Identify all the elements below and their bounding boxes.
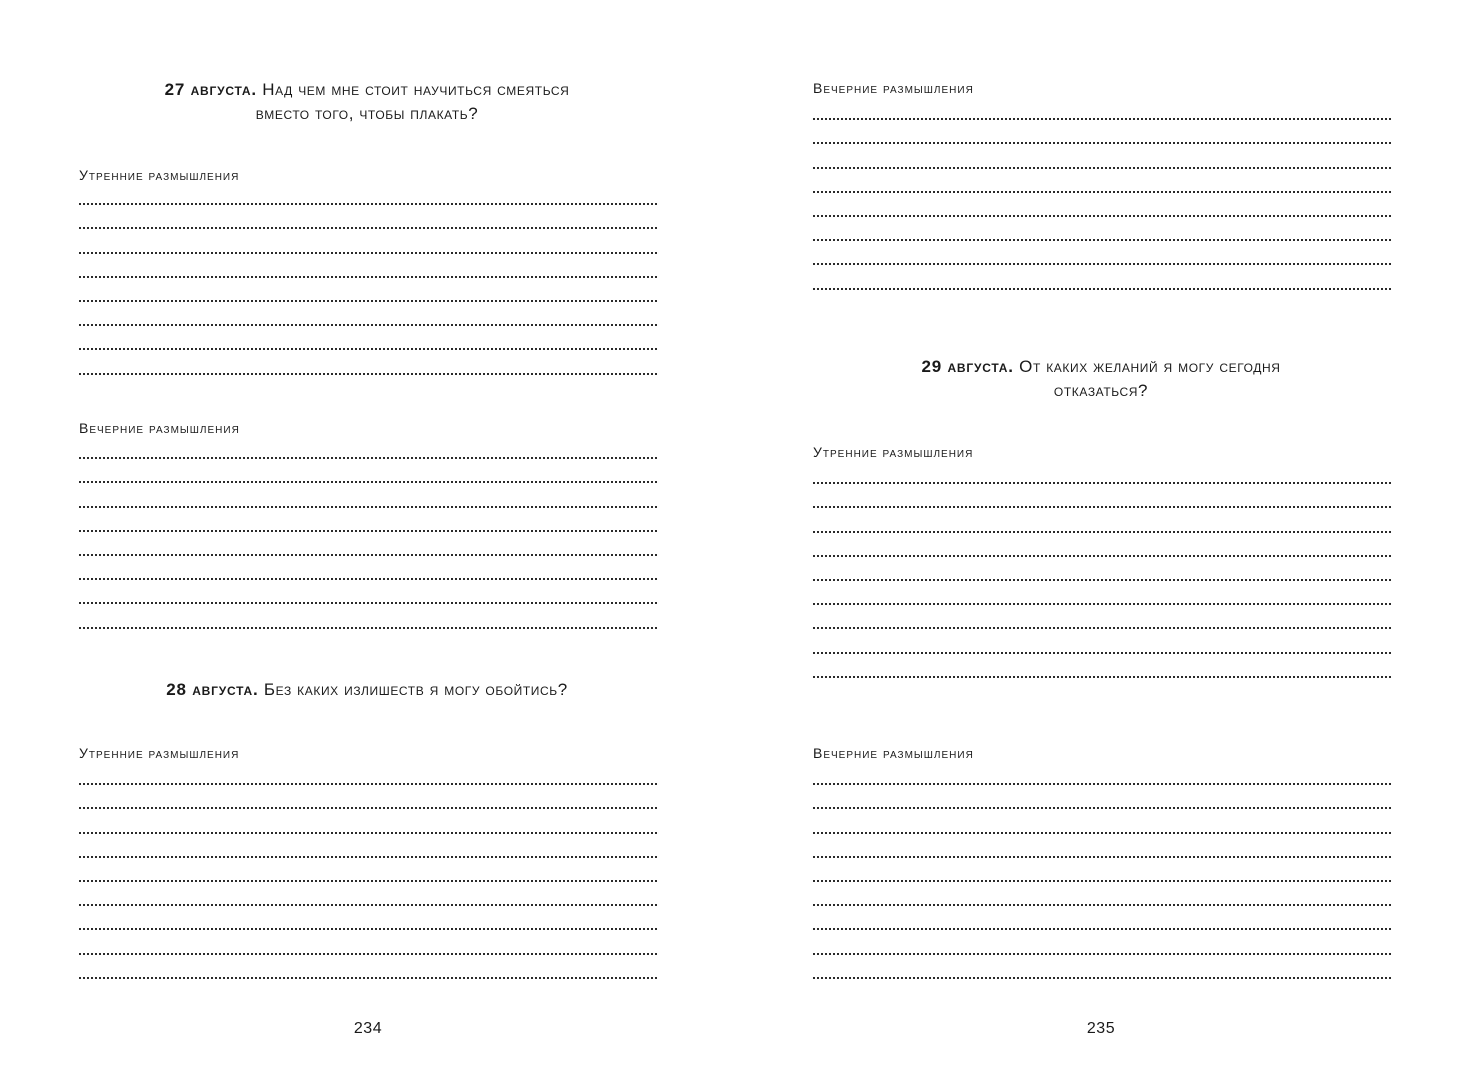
evening-reflections-lines	[813, 96, 1391, 290]
writing-line	[813, 265, 1391, 289]
writing-line	[79, 508, 657, 532]
morning-reflections-lines	[79, 761, 657, 979]
writing-line	[79, 532, 657, 556]
writing-line	[79, 906, 657, 930]
page-number: 234	[353, 1020, 383, 1037]
writing-line	[813, 144, 1391, 168]
writing-line	[79, 254, 657, 278]
writing-line	[813, 120, 1391, 144]
right-page	[734, 0, 1468, 1080]
entry-title-line-1	[80, 78, 654, 102]
writing-line	[813, 217, 1391, 241]
morning-reflections-label: Утренние размышления	[79, 745, 240, 761]
writing-line	[79, 858, 657, 882]
entry-date: 28 августа.	[166, 680, 259, 699]
entry-question-line-2: вместо того, чтобы плакать?	[255, 104, 479, 123]
writing-line	[813, 785, 1391, 809]
page-number: 235	[1086, 1020, 1116, 1037]
writing-line	[813, 654, 1391, 678]
evening-reflections-label: Вечерние размышления	[813, 745, 974, 761]
entry-question: Без каких излишеств я могу обойтись?	[263, 680, 568, 699]
writing-line	[79, 834, 657, 858]
writing-line	[79, 435, 657, 459]
writing-line	[813, 484, 1391, 508]
writing-line	[813, 169, 1391, 193]
morning-reflections-lines	[813, 460, 1391, 678]
writing-line	[79, 278, 657, 302]
writing-line	[813, 533, 1391, 557]
writing-line	[79, 930, 657, 954]
writing-line	[813, 581, 1391, 605]
writing-line	[79, 181, 657, 205]
entry-question: От каких желаний я могу сегодня	[1019, 357, 1281, 376]
writing-line	[813, 508, 1391, 532]
writing-line	[79, 459, 657, 483]
writing-line	[79, 350, 657, 374]
writing-line	[813, 809, 1391, 833]
writing-line	[79, 809, 657, 833]
writing-line	[79, 205, 657, 229]
writing-line	[813, 629, 1391, 653]
writing-line	[813, 557, 1391, 581]
writing-line	[79, 580, 657, 604]
writing-line	[813, 906, 1391, 930]
writing-line	[813, 241, 1391, 265]
entry-title-aug-28	[80, 678, 654, 702]
morning-reflections-label: Утренние размышления	[813, 444, 974, 460]
entry-title-aug-27	[80, 78, 654, 126]
writing-line	[813, 834, 1391, 858]
entry-question-line-2: отказаться?	[1053, 381, 1149, 400]
evening-reflections-label: Вечерние размышления	[813, 80, 974, 96]
writing-line	[79, 326, 657, 350]
writing-line	[813, 882, 1391, 906]
entry-question: Над чем мне стоит научиться смеяться	[262, 80, 570, 99]
entry-date: 29 августа.	[921, 357, 1014, 376]
morning-reflections-lines	[79, 181, 657, 375]
entry-date: 27 августа.	[164, 80, 257, 99]
evening-reflections-label: Вечерние размышления	[79, 420, 240, 436]
entry-title-aug-29	[814, 355, 1388, 403]
writing-line	[813, 193, 1391, 217]
evening-reflections-lines	[79, 435, 657, 629]
evening-reflections-lines	[813, 761, 1391, 979]
writing-line	[813, 96, 1391, 120]
writing-line	[813, 858, 1391, 882]
writing-line	[79, 483, 657, 507]
writing-line	[79, 882, 657, 906]
writing-line	[79, 761, 657, 785]
morning-reflections-label: Утренние размышления	[79, 167, 240, 183]
writing-line	[79, 785, 657, 809]
writing-line	[79, 302, 657, 326]
writing-line	[79, 955, 657, 979]
writing-line	[813, 930, 1391, 954]
entry-title-line-1	[814, 355, 1388, 379]
writing-line	[813, 761, 1391, 785]
writing-line	[79, 604, 657, 628]
writing-line	[813, 955, 1391, 979]
entry-title-line-1	[80, 678, 654, 702]
writing-line	[813, 605, 1391, 629]
writing-line	[79, 556, 657, 580]
writing-line	[79, 229, 657, 253]
writing-line	[813, 460, 1391, 484]
